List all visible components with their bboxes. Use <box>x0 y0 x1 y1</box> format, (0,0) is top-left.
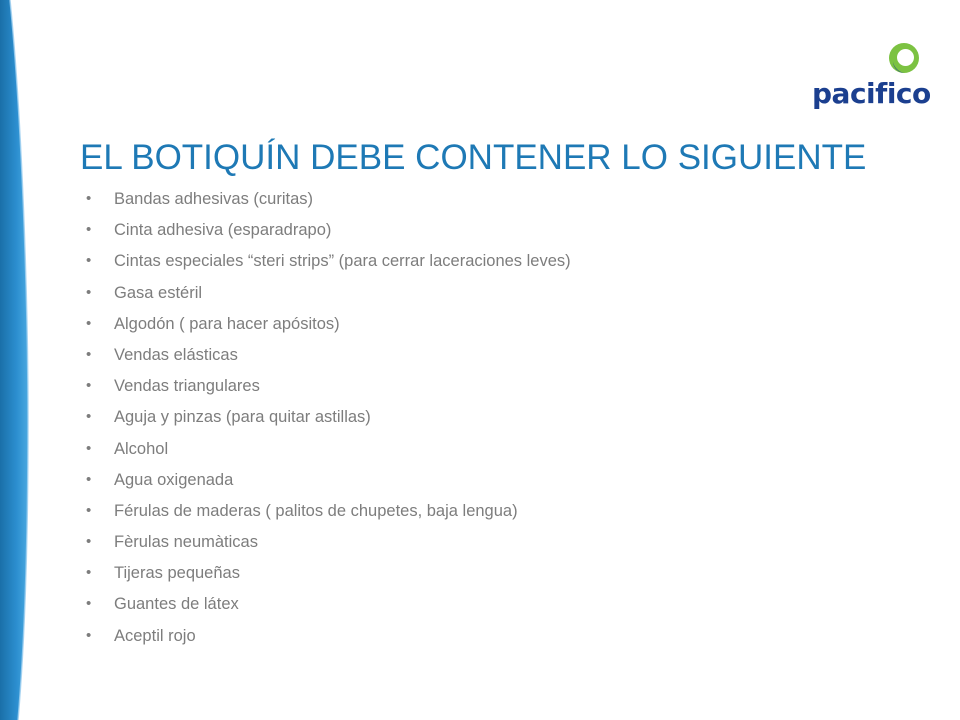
list-item <box>76 623 571 654</box>
list-item-text: Cinta adhesiva (esparadrapo) <box>114 221 332 240</box>
list-item-text: Gasa estéril <box>114 283 203 302</box>
list-item <box>76 498 571 529</box>
list-item-text: Férulas de maderas ( palitos de chupetes, baja lengua) <box>114 501 518 520</box>
list-item-text: Fèrulas neumàticas <box>114 533 258 552</box>
list-item <box>76 280 571 311</box>
bullet-icon: • <box>86 314 92 332</box>
list-item <box>76 591 571 622</box>
bullet-icon: • <box>86 501 92 519</box>
list-item <box>76 342 571 373</box>
list-item <box>76 467 571 498</box>
list-item-text: Agua oxigenada <box>114 470 234 489</box>
bullet-icon: • <box>86 439 92 457</box>
list-item-text: Aceptil rojo <box>114 626 196 645</box>
bullet-icon: • <box>86 564 92 582</box>
list-item-text: Algodón ( para hacer apósitos) <box>114 314 340 333</box>
list-item-text: Tijeras pequeñas <box>114 564 240 583</box>
bullet-icon: • <box>86 595 92 613</box>
list-item <box>76 186 571 217</box>
list-item <box>76 311 571 342</box>
bullet-icon: • <box>86 470 92 488</box>
list-item <box>76 560 571 591</box>
list-item-text: Vendas triangulares <box>114 377 260 396</box>
bullet-icon: • <box>86 252 92 270</box>
list-item <box>76 373 571 404</box>
bullet-icon: • <box>86 377 92 395</box>
list-item-text: Alcohol <box>114 439 169 458</box>
list-item <box>76 248 571 279</box>
bullet-icon: • <box>86 221 92 239</box>
list-item-text: Bandas adhesivas (curitas) <box>114 190 314 208</box>
list-item-text: Vendas elásticas <box>114 345 238 364</box>
logo-mark-icon <box>888 42 920 74</box>
slide-title: EL BOTIQUÍN DEBE CONTENER LO SIGUIENTE <box>80 138 867 177</box>
list-item-text: Aguja y pinzas (para quitar astillas) <box>114 408 371 427</box>
list-item <box>76 529 571 560</box>
bullet-icon: • <box>86 626 92 644</box>
logo-wordmark: pacifico <box>812 77 931 110</box>
bullet-icon: • <box>86 408 92 426</box>
list-item-text: Guantes de látex <box>114 595 239 614</box>
list-item <box>76 217 571 248</box>
bullet-icon: • <box>86 190 92 207</box>
pacifico-logo <box>812 40 931 115</box>
bullet-icon: • <box>86 533 92 551</box>
supply-list <box>76 186 571 654</box>
list-item <box>76 404 571 435</box>
bullet-icon: • <box>86 283 92 301</box>
list-item <box>76 436 571 467</box>
left-decorative-swoosh <box>0 0 60 720</box>
bullet-icon: • <box>86 345 92 363</box>
list-item-text: Cintas especiales “steri strips” (para cerrar laceraciones leves) <box>114 252 571 271</box>
